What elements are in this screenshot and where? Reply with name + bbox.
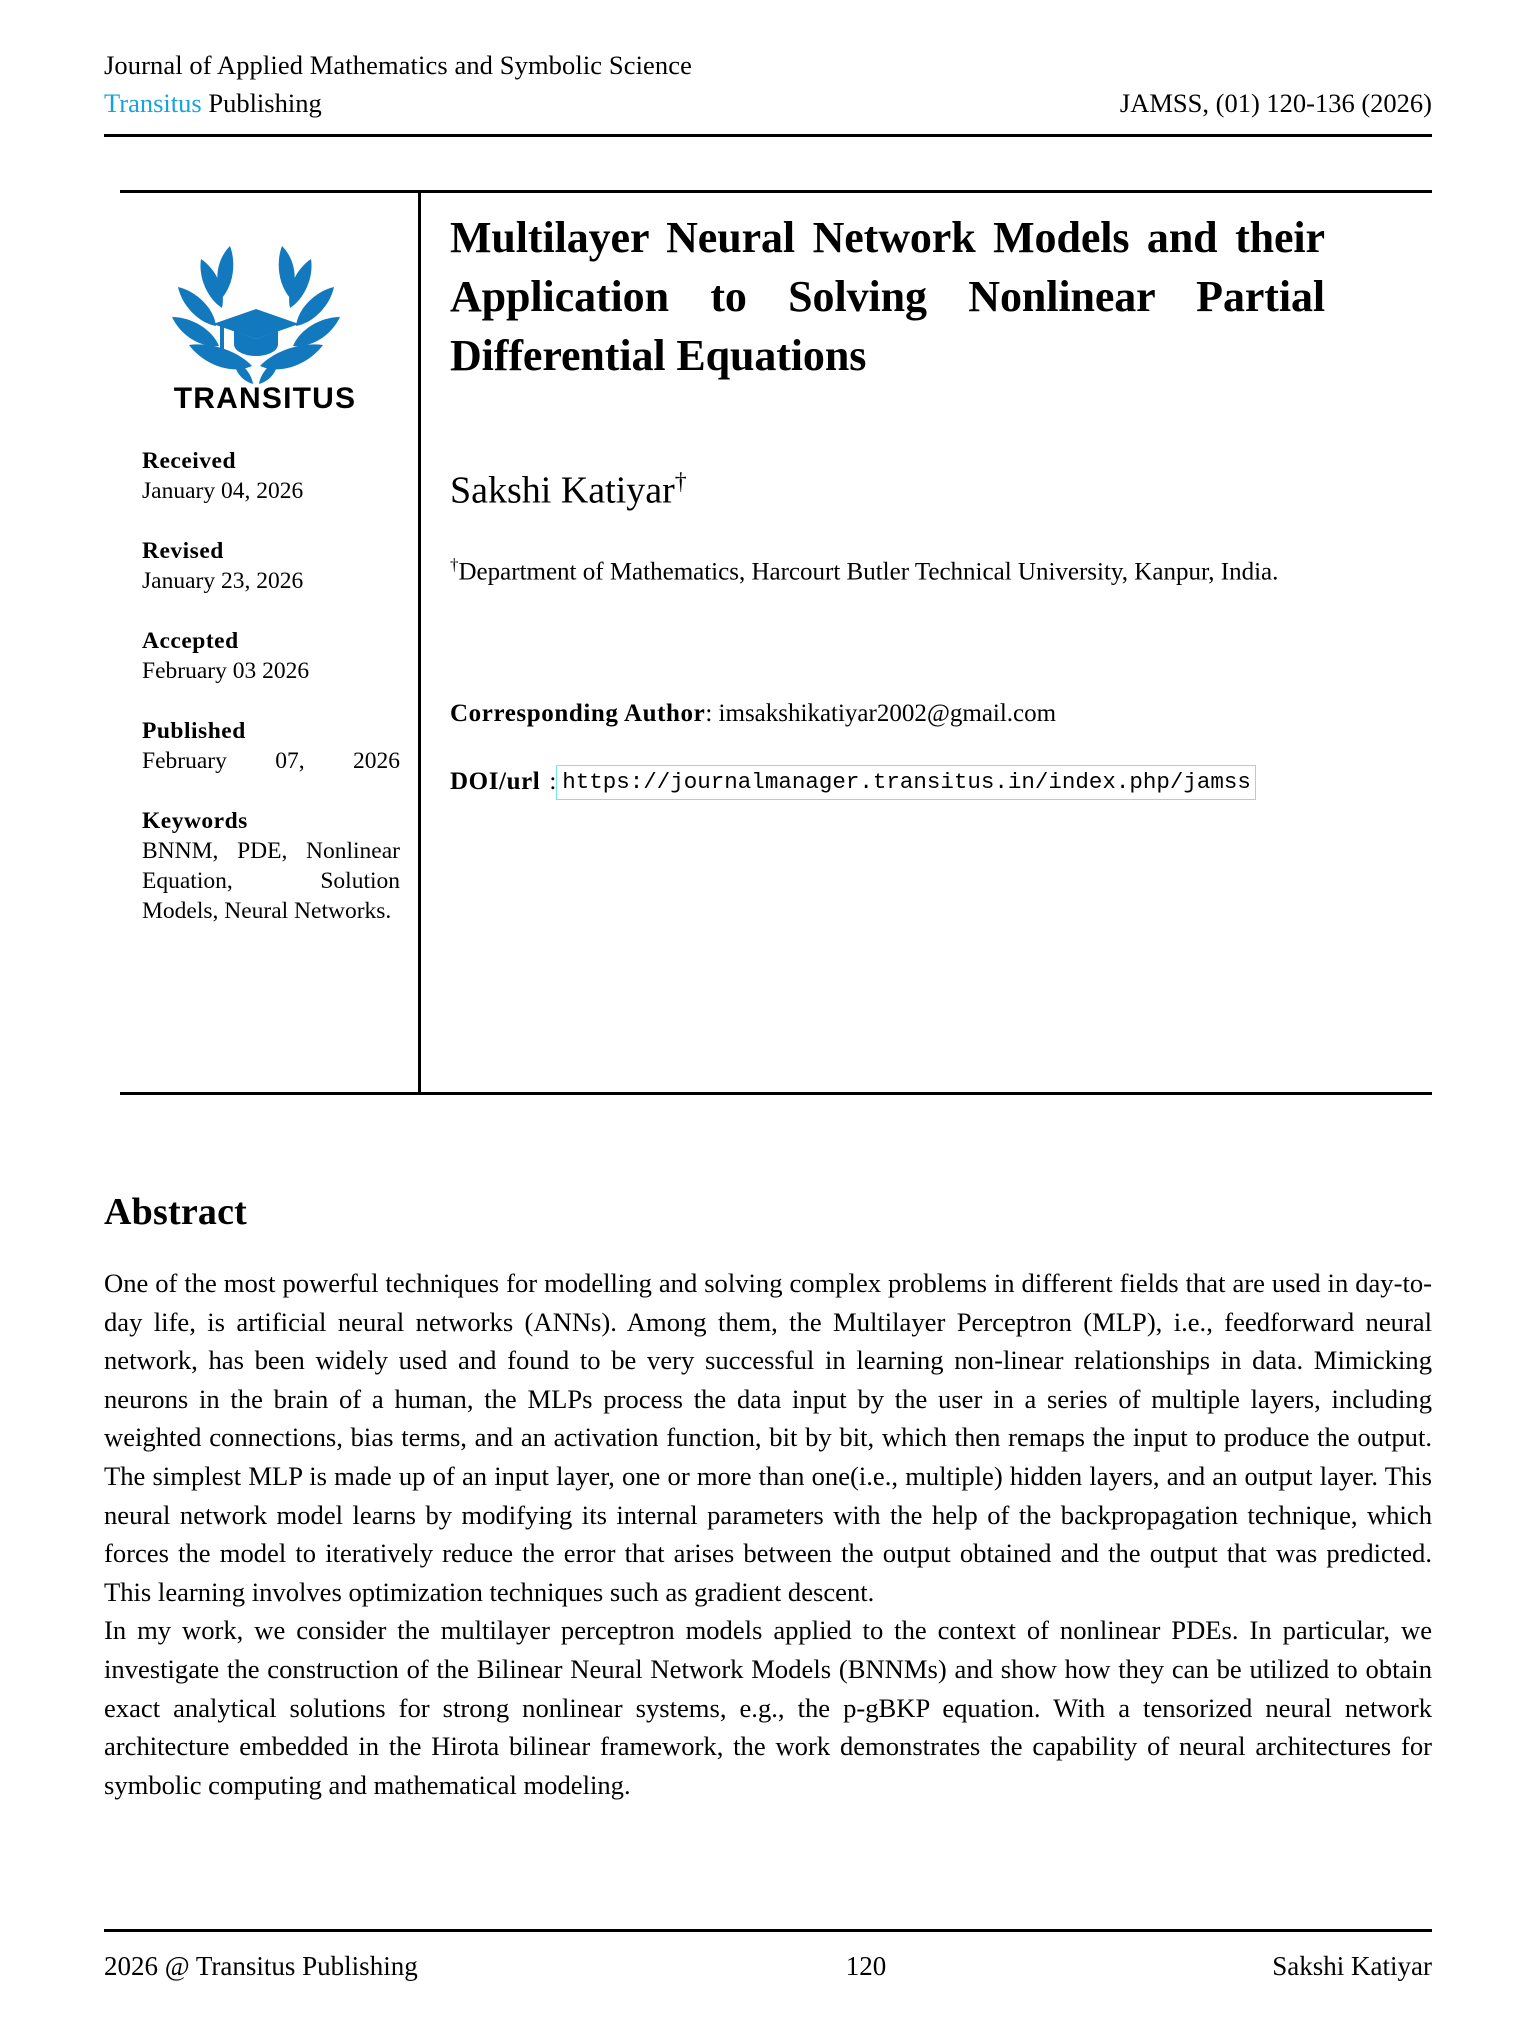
abstract-paragraph-1: One of the most powerful techniques for modelling and solving complex problems in different fields that are used in day-to-day life, is artificial neural networks (ANNs). Among them, the Multilayer Perceptron (MLP), i.e., feedforward neural network, has been widely used and found to be very successful in learning non-linear relationships in data. Mimicking neurons in the brain of a human, the MLPs process the data input by the user in a series of multiple layers, including weighted connections, bias terms, and an activation function, bit by bit, which then remaps the input to produce the output. The simplest MLP is made up of an input layer, one or more than one(i.e., multiple) hidden layers, and an output layer. This neural network model learns by modifying its internal parameters with the help of the backpropagation technique, which forces the model to iteratively reduce the error that arises between the output obtained and the output that was predicted. This learning involves optimization techniques such as gradient descent. (104, 1268, 1432, 1607)
publisher-suffix: Publishing (201, 88, 322, 118)
revised-label: Revised (142, 538, 224, 564)
header-rule (104, 134, 1432, 137)
journal-citation: JAMSS, (01) 120-136 (2026) (1119, 88, 1432, 118)
doi-separator: : (549, 768, 557, 796)
author-name-text: Sakshi Katiyar (450, 469, 675, 512)
published-label: Published (142, 718, 246, 744)
infobox-vertical-divider (418, 192, 421, 1094)
article-info-box (120, 190, 1432, 1096)
corresponding-separator: : (705, 699, 719, 727)
affiliation (450, 536, 1312, 601)
infobox-top-rule (120, 190, 1432, 193)
author-name (450, 459, 1325, 514)
affiliation-marker: † (450, 554, 459, 574)
revised-group (142, 536, 400, 596)
accepted-label: Accepted (142, 628, 239, 654)
received-label: Received (142, 448, 237, 474)
journal-name: Journal of Applied Mathematics and Symbolic Science (104, 50, 692, 80)
footer-copyright: 2026 @ Transitus Publishing (104, 1951, 418, 1981)
revised-value: January 23, 2026 (142, 568, 304, 594)
abstract-paragraph-2: In my work, we consider the multilayer perceptron models applied to the context of nonlinear PDEs. In particular, we investigate the construction of the Bilinear Neural Network Models (BNNMs) and show how they can be utilized to obtain exact analytical solutions for strong nonlinear systems, e.g., the p-gBKP equation. With a tensorized neural network architecture embedded in the Hirota bilinear framework, the work demonstrates the capability of neural architectures for symbolic computing and mathematical modeling. (104, 1615, 1432, 1800)
corresponding-author (450, 697, 1330, 731)
keywords-value: BNNM, PDE, Nonlinear Equation, Solution Models, Neural Networks. (142, 838, 400, 924)
keywords-label: Keywords (142, 808, 248, 834)
running-header (104, 48, 1432, 120)
logo-wordmark: TRANSITUS (173, 382, 357, 415)
doi-label: DOI/url (450, 768, 541, 796)
publisher-brand-link[interactable]: Transitus (104, 88, 202, 118)
transitus-logo (156, 232, 374, 416)
infobox-bottom-rule (120, 1092, 1432, 1095)
abstract-heading: Abstract (104, 1191, 248, 1233)
corresponding-author-email[interactable]: imsakshikatiyar2002@gmail.com (718, 699, 1057, 727)
footer-page-number: 120 (845, 1951, 887, 1981)
page-title: Multilayer Neural Network Models and their Application to Solving Nonlinear Partial Differential Equations (450, 213, 1325, 380)
published-value: February 07, 2026 (142, 748, 400, 774)
published-group (142, 716, 400, 776)
article-header-column (450, 208, 1400, 800)
keywords-group (142, 806, 400, 926)
doi-url-link[interactable]: https://journalmanager.transitus.in/index.php/jamss (556, 765, 1256, 800)
abstract-body (104, 1264, 1432, 1804)
article-metadata-sidebar (142, 220, 400, 926)
accepted-value: February 03 2026 (142, 658, 310, 684)
page-footer (104, 1947, 1432, 1985)
received-group (142, 446, 400, 506)
publisher-line (104, 86, 322, 120)
accepted-group (142, 626, 400, 686)
laurel-wreath-graduation-cap-icon (156, 232, 356, 384)
doi-row (450, 765, 1330, 800)
corresponding-author-label: Corresponding Author (450, 699, 706, 727)
footer-running-author: Sakshi Katiyar (1272, 1951, 1432, 1981)
header-second-line (104, 86, 1432, 120)
author-affiliation-marker: † (674, 469, 687, 495)
affiliation-text: Department of Mathematics, Harcourt Butler Technical University, Kanpur, India. (458, 557, 1279, 585)
footer-rule (104, 1929, 1432, 1932)
received-value: January 04, 2026 (142, 478, 304, 504)
